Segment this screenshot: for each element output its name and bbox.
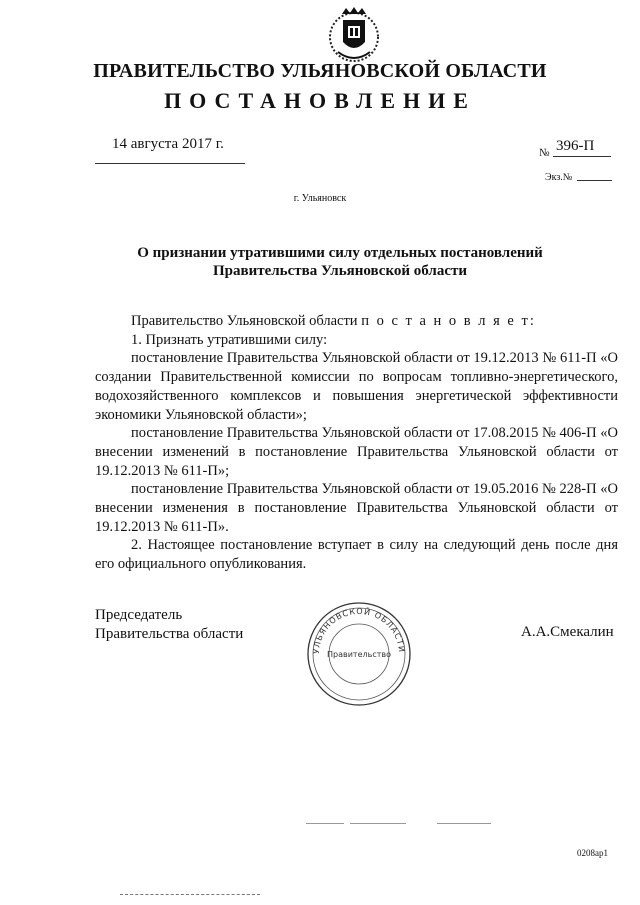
paragraph-4: постановление Правительства Ульяновской области от 19.05.2016 № 228-П «О внесении изменения в постановление Правительства Ульяновской области от 19.12.2013 № 611-П». xyxy=(95,481,618,535)
intro-decree-verb: п о с т а н о в л я е т: xyxy=(361,313,536,329)
copy-number-underline xyxy=(577,180,612,181)
paragraph-1: 1. Признать утратившими силу: xyxy=(131,331,328,348)
date-underline xyxy=(95,163,245,164)
svg-text:УЛЬЯНОВСКОЙ ОБЛАСТИ xyxy=(312,605,406,654)
coat-of-arms-icon xyxy=(326,6,382,64)
divider-line xyxy=(306,823,344,824)
seal-inner-text: Правительство xyxy=(327,650,391,659)
document-type: ПОСТАНОВЛЕНИЕ xyxy=(164,88,476,113)
heading-line-1: О признании утратившими силу отдельных постановлений xyxy=(137,245,543,261)
paragraph-5: 2. Настоящее постановление вступает в силу на следующий день после дня его официального опубликования. xyxy=(95,537,618,573)
city: г. Ульяновск xyxy=(293,193,347,204)
official-seal-icon xyxy=(305,600,413,708)
signatory-name: А.А.Смекалин xyxy=(521,624,614,640)
intro-paragraph xyxy=(95,312,618,331)
document-number: 396-П xyxy=(556,138,595,154)
document-body xyxy=(95,312,618,574)
divider-line xyxy=(350,823,406,824)
signatory-title-line-1: Председатель xyxy=(95,607,183,623)
copy-number-label: Экз.№ xyxy=(545,172,573,183)
footer-code: 0208ap1 xyxy=(577,848,608,858)
signatory-title-line-2: Правительства области xyxy=(95,626,244,642)
number-sign: № xyxy=(539,147,550,159)
signatory-title xyxy=(95,606,243,644)
heading-line-2: Правительства Ульяновской области xyxy=(212,263,468,279)
document-date: 14 августа 2017 г. xyxy=(112,136,224,152)
document-heading xyxy=(100,244,580,280)
intro-lead: Правительство Ульяновской области xyxy=(131,313,358,329)
paragraph-2: постановление Правительства Ульяновской области от 19.12.2013 № 611-П «О создании Правительственной комиссии по вопросам топливно-энергетического, водохозяйственного комплексов и повышения энергетической эффективности экономики Ульяновской области»; xyxy=(95,350,618,423)
divider-line xyxy=(437,823,491,824)
footer-line xyxy=(120,894,260,895)
number-underline xyxy=(553,156,611,157)
seal-outer-text: УЛЬЯНОВСКОЙ ОБЛАСТИ xyxy=(311,606,407,655)
government-name: ПРАВИТЕЛЬСТВО УЛЬЯНОВСКОЙ ОБЛАСТИ xyxy=(93,60,547,82)
paragraph-3: постановление Правительства Ульяновской области от 17.08.2015 № 406-П «О внесении изменений в постановление Правительства Ульяновской области от 19.12.2013 № 611-П»; xyxy=(95,425,618,479)
